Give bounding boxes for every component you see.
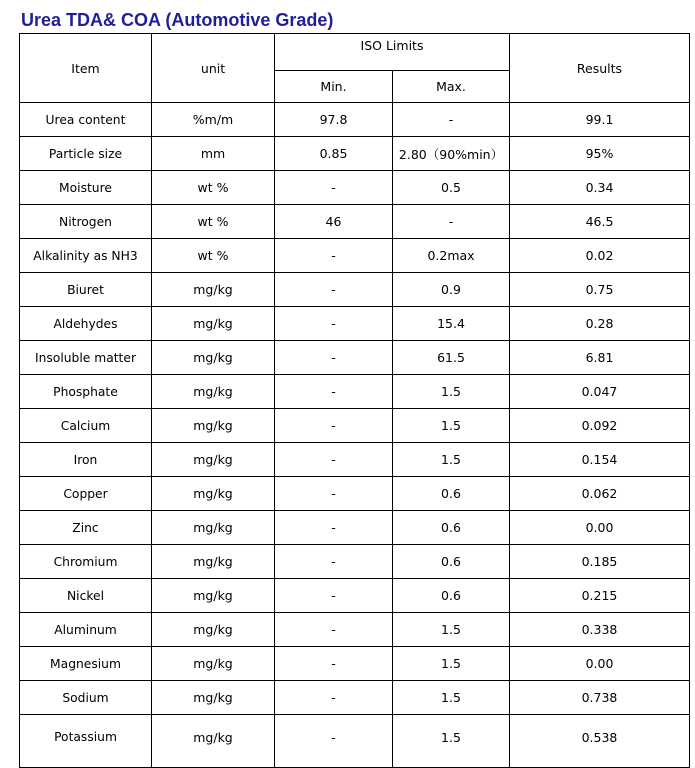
unit-cell: mg/kg (152, 545, 275, 579)
min-column-header: Min. (275, 71, 393, 103)
min-cell: - (275, 239, 393, 273)
max-cell: 0.6 (393, 511, 510, 545)
result-cell: 0.02 (510, 239, 690, 273)
max-cell: - (393, 205, 510, 239)
table-row (20, 409, 690, 443)
min-cell: - (275, 273, 393, 307)
item-cell: Aldehydes (20, 307, 152, 341)
max-cell: 2.80（90%min） (393, 137, 510, 171)
item-cell: Moisture (20, 171, 152, 205)
item-cell: Zinc (20, 511, 152, 545)
unit-cell: wt % (152, 205, 275, 239)
unit-cell: mg/kg (152, 307, 275, 341)
min-cell: - (275, 613, 393, 647)
unit-cell: mg/kg (152, 409, 275, 443)
max-cell: 0.9 (393, 273, 510, 307)
item-cell: Potassium (20, 715, 152, 768)
max-cell: 0.6 (393, 477, 510, 511)
max-cell: 1.5 (393, 409, 510, 443)
result-cell: 0.00 (510, 647, 690, 681)
item-cell: Magnesium (20, 647, 152, 681)
max-cell: 0.5 (393, 171, 510, 205)
item-cell: Sodium (20, 681, 152, 715)
table-row (20, 307, 690, 341)
min-cell: - (275, 647, 393, 681)
results-column-header: Results (510, 34, 690, 103)
min-cell: - (275, 579, 393, 613)
table-row (20, 341, 690, 375)
unit-cell: %m/m (152, 103, 275, 137)
unit-cell: mg/kg (152, 511, 275, 545)
item-cell: Nickel (20, 579, 152, 613)
max-cell: 0.2max (393, 239, 510, 273)
result-cell: 0.538 (510, 715, 690, 768)
max-cell: 1.5 (393, 613, 510, 647)
item-cell: Copper (20, 477, 152, 511)
min-cell: - (275, 443, 393, 477)
table-header (20, 34, 690, 103)
max-cell: 1.5 (393, 681, 510, 715)
table-row (20, 239, 690, 273)
item-cell: Calcium (20, 409, 152, 443)
result-cell: 0.154 (510, 443, 690, 477)
max-cell: 0.6 (393, 545, 510, 579)
table-row (20, 443, 690, 477)
unit-cell: mg/kg (152, 613, 275, 647)
item-cell: Particle size (20, 137, 152, 171)
unit-cell: mg/kg (152, 715, 275, 768)
item-cell: Insoluble matter (20, 341, 152, 375)
result-cell: 95% (510, 137, 690, 171)
item-cell: Urea content (20, 103, 152, 137)
coa-table (19, 33, 690, 768)
document-title: Urea TDA& COA (Automotive Grade) (21, 10, 334, 30)
result-cell: 0.092 (510, 409, 690, 443)
unit-cell: mg/kg (152, 375, 275, 409)
unit-cell: wt % (152, 239, 275, 273)
result-cell: 99.1 (510, 103, 690, 137)
table-row (20, 715, 690, 768)
min-cell: 97.8 (275, 103, 393, 137)
min-cell: - (275, 375, 393, 409)
min-cell: - (275, 511, 393, 545)
table-body (20, 103, 690, 768)
table-row (20, 545, 690, 579)
min-cell: - (275, 341, 393, 375)
min-cell: 46 (275, 205, 393, 239)
item-cell: Alkalinity as NH3 (20, 239, 152, 273)
max-cell: 1.5 (393, 715, 510, 768)
result-cell: 0.34 (510, 171, 690, 205)
table-row (20, 511, 690, 545)
max-cell: 1.5 (393, 647, 510, 681)
min-cell: - (275, 307, 393, 341)
unit-cell: wt % (152, 171, 275, 205)
unit-column-header: unit (152, 34, 275, 103)
min-cell: 0.85 (275, 137, 393, 171)
unit-cell: mg/kg (152, 579, 275, 613)
max-column-header: Max. (393, 71, 510, 103)
item-cell: Phosphate (20, 375, 152, 409)
table-row (20, 205, 690, 239)
result-cell: 0.185 (510, 545, 690, 579)
min-cell: - (275, 715, 393, 768)
table-row (20, 137, 690, 171)
unit-cell: mg/kg (152, 477, 275, 511)
table-row (20, 579, 690, 613)
iso-limits-header: ISO Limits (275, 34, 510, 71)
result-cell: 0.215 (510, 579, 690, 613)
item-column-header: Item (20, 34, 152, 103)
result-cell: 0.062 (510, 477, 690, 511)
item-cell: Aluminum (20, 613, 152, 647)
result-cell: 0.047 (510, 375, 690, 409)
unit-cell: mg/kg (152, 647, 275, 681)
item-cell: Nitrogen (20, 205, 152, 239)
header-row (20, 34, 690, 71)
unit-cell: mg/kg (152, 273, 275, 307)
result-cell: 6.81 (510, 341, 690, 375)
table-row (20, 613, 690, 647)
item-cell: Iron (20, 443, 152, 477)
table-row (20, 477, 690, 511)
min-cell: - (275, 171, 393, 205)
table-row (20, 375, 690, 409)
max-cell: 61.5 (393, 341, 510, 375)
table-row (20, 103, 690, 137)
unit-cell: mg/kg (152, 341, 275, 375)
max-cell: 15.4 (393, 307, 510, 341)
table-row (20, 273, 690, 307)
min-cell: - (275, 409, 393, 443)
max-cell: 0.6 (393, 579, 510, 613)
max-cell: - (393, 103, 510, 137)
result-cell: 0.75 (510, 273, 690, 307)
min-cell: - (275, 545, 393, 579)
result-cell: 0.738 (510, 681, 690, 715)
min-cell: - (275, 477, 393, 511)
unit-cell: mm (152, 137, 275, 171)
item-cell: Biuret (20, 273, 152, 307)
min-cell: - (275, 681, 393, 715)
table-row (20, 647, 690, 681)
result-cell: 0.338 (510, 613, 690, 647)
table-row (20, 171, 690, 205)
table-row (20, 681, 690, 715)
max-cell: 1.5 (393, 443, 510, 477)
max-cell: 1.5 (393, 375, 510, 409)
result-cell: 0.00 (510, 511, 690, 545)
result-cell: 46.5 (510, 205, 690, 239)
result-cell: 0.28 (510, 307, 690, 341)
unit-cell: mg/kg (152, 681, 275, 715)
item-cell: Chromium (20, 545, 152, 579)
unit-cell: mg/kg (152, 443, 275, 477)
